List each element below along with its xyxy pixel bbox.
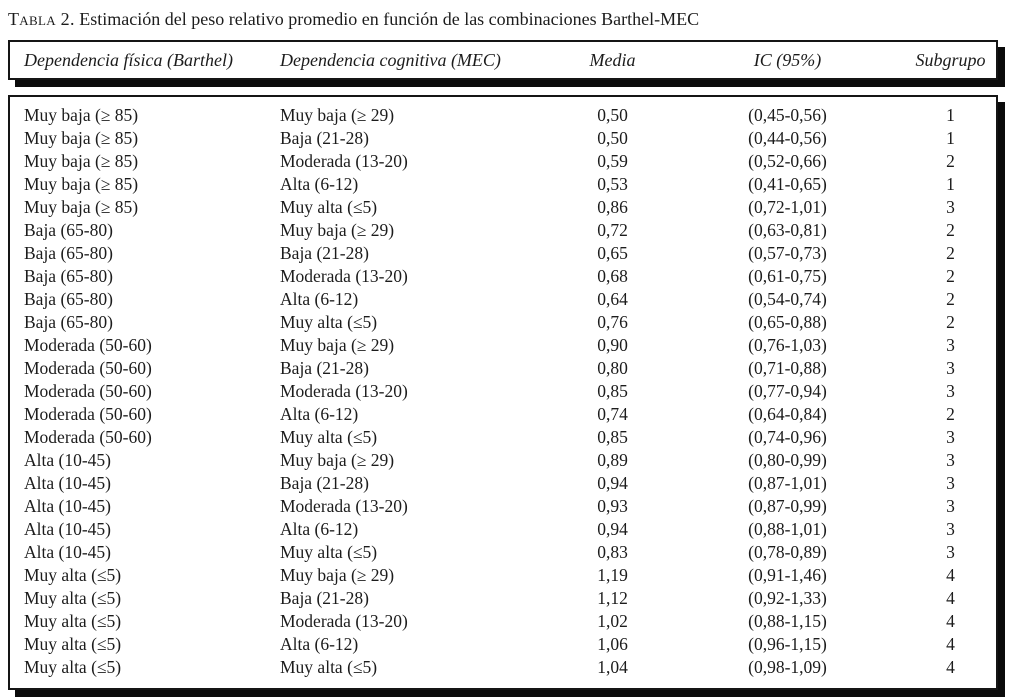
table-row (10, 403, 996, 426)
cell-ic95: (0,71-0,88) (748, 358, 827, 378)
column-header-ic95: IC (95%) (753, 49, 822, 70)
table-row (10, 219, 996, 242)
cell-media: 0,85 (597, 427, 628, 447)
table-row (10, 242, 996, 265)
cell-barthel: Muy baja (≥ 85) (24, 105, 139, 125)
cell-mec: Alta (6-12) (280, 289, 359, 309)
cell-media: 0,76 (597, 312, 628, 332)
cell-mec: Moderada (13-20) (280, 266, 408, 286)
cell-mec: Muy baja (≥ 29) (280, 450, 395, 470)
cell-ic95: (0,54-0,74) (748, 289, 827, 309)
cell-subgrupo: 3 (946, 427, 955, 447)
cell-ic95: (0,98-1,09) (748, 657, 827, 677)
cell-mec: Moderada (13-20) (280, 496, 408, 516)
cell-media: 0,64 (597, 289, 628, 309)
table-row (10, 495, 996, 518)
cell-mec: Alta (6-12) (280, 174, 359, 194)
table-caption (8, 8, 699, 30)
cell-ic95: (0,80-0,99) (748, 450, 827, 470)
table-row (10, 426, 996, 449)
cell-mec: Muy baja (≥ 29) (280, 335, 395, 355)
cell-subgrupo: 3 (946, 542, 955, 562)
table-row (10, 564, 996, 587)
cell-media: 0,90 (597, 335, 628, 355)
cell-subgrupo: 3 (946, 450, 955, 470)
cell-ic95: (0,88-1,01) (748, 519, 827, 539)
table-row (10, 541, 996, 564)
cell-ic95: (0,96-1,15) (748, 634, 827, 654)
cell-barthel: Alta (10-45) (24, 450, 111, 470)
cell-media: 0,93 (597, 496, 628, 516)
column-header-media: Media (589, 49, 636, 70)
cell-mec: Alta (6-12) (280, 519, 359, 539)
table-row (10, 150, 996, 173)
cell-media: 0,65 (597, 243, 628, 263)
cell-mec: Moderada (13-20) (280, 611, 408, 631)
cell-subgrupo: 4 (946, 588, 955, 608)
cell-ic95: (0,44-0,56) (748, 128, 827, 148)
cell-mec: Alta (6-12) (280, 634, 359, 654)
table-row (10, 196, 996, 219)
cell-mec: Muy alta (≤5) (280, 542, 378, 562)
cell-subgrupo: 2 (946, 243, 955, 263)
cell-media: 0,72 (597, 220, 628, 240)
cell-subgrupo: 3 (946, 519, 955, 539)
cell-ic95: (0,45-0,56) (748, 105, 827, 125)
cell-barthel: Muy baja (≥ 85) (24, 151, 139, 171)
cell-barthel: Baja (65-80) (24, 220, 113, 240)
cell-mec: Muy alta (≤5) (280, 427, 378, 447)
cell-mec: Baja (21-28) (280, 128, 369, 148)
cell-mec: Muy alta (≤5) (280, 657, 378, 677)
table-row (10, 357, 996, 380)
table-row (10, 633, 996, 656)
table-row (10, 380, 996, 403)
cell-media: 0,89 (597, 450, 628, 470)
table-header-box (8, 40, 998, 80)
cell-media: 1,04 (597, 657, 628, 677)
cell-ic95: (0,78-0,89) (748, 542, 827, 562)
cell-ic95: (0,76-1,03) (748, 335, 827, 355)
cell-ic95: (0,87-1,01) (748, 473, 827, 493)
cell-subgrupo: 1 (946, 174, 955, 194)
table-row (10, 104, 996, 127)
cell-barthel: Muy baja (≥ 85) (24, 197, 139, 217)
cell-subgrupo: 3 (946, 496, 955, 516)
cell-ic95: (0,52-0,66) (748, 151, 827, 171)
cell-subgrupo: 2 (946, 266, 955, 286)
table-caption-text: Estimación del peso relativo promedio en función de las combinaciones Barthel-MEC (79, 9, 700, 29)
cell-barthel: Muy alta (≤5) (24, 634, 122, 654)
cell-media: 1,06 (597, 634, 628, 654)
cell-barthel: Muy alta (≤5) (24, 588, 122, 608)
cell-media: 0,94 (597, 473, 628, 493)
cell-mec: Muy alta (≤5) (280, 197, 378, 217)
cell-media: 0,50 (597, 105, 628, 125)
cell-media: 0,94 (597, 519, 628, 539)
cell-media: 0,50 (597, 128, 628, 148)
cell-mec: Alta (6-12) (280, 404, 359, 424)
cell-ic95: (0,65-0,88) (748, 312, 827, 332)
column-header-subgrupo: Subgrupo (915, 49, 986, 70)
cell-subgrupo: 3 (946, 197, 955, 217)
cell-subgrupo: 3 (946, 335, 955, 355)
table-row (10, 173, 996, 196)
cell-media: 0,86 (597, 197, 628, 217)
cell-barthel: Moderada (50-60) (24, 358, 152, 378)
cell-barthel: Muy baja (≥ 85) (24, 174, 139, 194)
table-row (10, 587, 996, 610)
cell-ic95: (0,77-0,94) (748, 381, 827, 401)
cell-mec: Muy baja (≥ 29) (280, 220, 395, 240)
column-header-barthel: Dependencia física (Barthel) (24, 49, 233, 70)
cell-media: 1,02 (597, 611, 628, 631)
cell-media: 0,68 (597, 266, 628, 286)
table-row (10, 472, 996, 495)
cell-media: 0,80 (597, 358, 628, 378)
cell-media: 0,85 (597, 381, 628, 401)
table-row (10, 127, 996, 150)
cell-mec: Moderada (13-20) (280, 151, 408, 171)
cell-barthel: Alta (10-45) (24, 519, 111, 539)
cell-barthel: Baja (65-80) (24, 243, 113, 263)
cell-media: 0,59 (597, 151, 628, 171)
table-row (10, 518, 996, 541)
cell-ic95: (0,87-0,99) (748, 496, 827, 516)
cell-subgrupo: 4 (946, 657, 955, 677)
table-row (10, 610, 996, 633)
cell-ic95: (0,92-1,33) (748, 588, 827, 608)
cell-ic95: (0,74-0,96) (748, 427, 827, 447)
cell-barthel: Alta (10-45) (24, 496, 111, 516)
cell-barthel: Muy alta (≤5) (24, 565, 122, 585)
cell-subgrupo: 4 (946, 565, 955, 585)
cell-barthel: Muy alta (≤5) (24, 611, 122, 631)
cell-barthel: Muy alta (≤5) (24, 657, 122, 677)
cell-subgrupo: 1 (946, 105, 955, 125)
cell-subgrupo: 1 (946, 128, 955, 148)
cell-subgrupo: 3 (946, 358, 955, 378)
cell-barthel: Baja (65-80) (24, 266, 113, 286)
cell-subgrupo: 2 (946, 404, 955, 424)
cell-media: 0,83 (597, 542, 628, 562)
cell-barthel: Baja (65-80) (24, 289, 113, 309)
cell-barthel: Moderada (50-60) (24, 381, 152, 401)
cell-ic95: (0,41-0,65) (748, 174, 827, 194)
cell-barthel: Moderada (50-60) (24, 404, 152, 424)
table-caption-label: Tabla 2. (8, 9, 75, 29)
cell-ic95: (0,64-0,84) (748, 404, 827, 424)
cell-barthel: Moderada (50-60) (24, 335, 152, 355)
cell-media: 1,19 (597, 565, 628, 585)
column-header-mec: Dependencia cognitiva (MEC) (280, 49, 501, 70)
cell-mec: Moderada (13-20) (280, 381, 408, 401)
table-header-row (10, 42, 996, 78)
cell-ic95: (0,57-0,73) (748, 243, 827, 263)
cell-barthel: Muy baja (≥ 85) (24, 128, 139, 148)
table-row (10, 449, 996, 472)
table-body-box (8, 95, 998, 690)
cell-mec: Baja (21-28) (280, 243, 369, 263)
cell-ic95: (0,63-0,81) (748, 220, 827, 240)
cell-barthel: Alta (10-45) (24, 473, 111, 493)
cell-subgrupo: 2 (946, 220, 955, 240)
cell-subgrupo: 3 (946, 473, 955, 493)
table-row (10, 311, 996, 334)
cell-media: 0,74 (597, 404, 628, 424)
cell-subgrupo: 2 (946, 312, 955, 332)
cell-mec: Muy alta (≤5) (280, 312, 378, 332)
cell-subgrupo: 4 (946, 634, 955, 654)
cell-ic95: (0,72-1,01) (748, 197, 827, 217)
cell-ic95: (0,91-1,46) (748, 565, 827, 585)
cell-ic95: (0,61-0,75) (748, 266, 827, 286)
cell-ic95: (0,88-1,15) (748, 611, 827, 631)
cell-subgrupo: 2 (946, 289, 955, 309)
cell-barthel: Baja (65-80) (24, 312, 113, 332)
cell-mec: Muy baja (≥ 29) (280, 105, 395, 125)
cell-subgrupo: 4 (946, 611, 955, 631)
table-row (10, 288, 996, 311)
cell-barthel: Moderada (50-60) (24, 427, 152, 447)
cell-subgrupo: 3 (946, 381, 955, 401)
cell-barthel: Alta (10-45) (24, 542, 111, 562)
cell-media: 1,12 (597, 588, 628, 608)
table-row (10, 334, 996, 357)
cell-media: 0,53 (597, 174, 628, 194)
cell-mec: Muy baja (≥ 29) (280, 565, 395, 585)
cell-mec: Baja (21-28) (280, 358, 369, 378)
cell-subgrupo: 2 (946, 151, 955, 171)
table-row (10, 656, 996, 679)
cell-mec: Baja (21-28) (280, 588, 369, 608)
cell-mec: Baja (21-28) (280, 473, 369, 493)
table-row (10, 265, 996, 288)
